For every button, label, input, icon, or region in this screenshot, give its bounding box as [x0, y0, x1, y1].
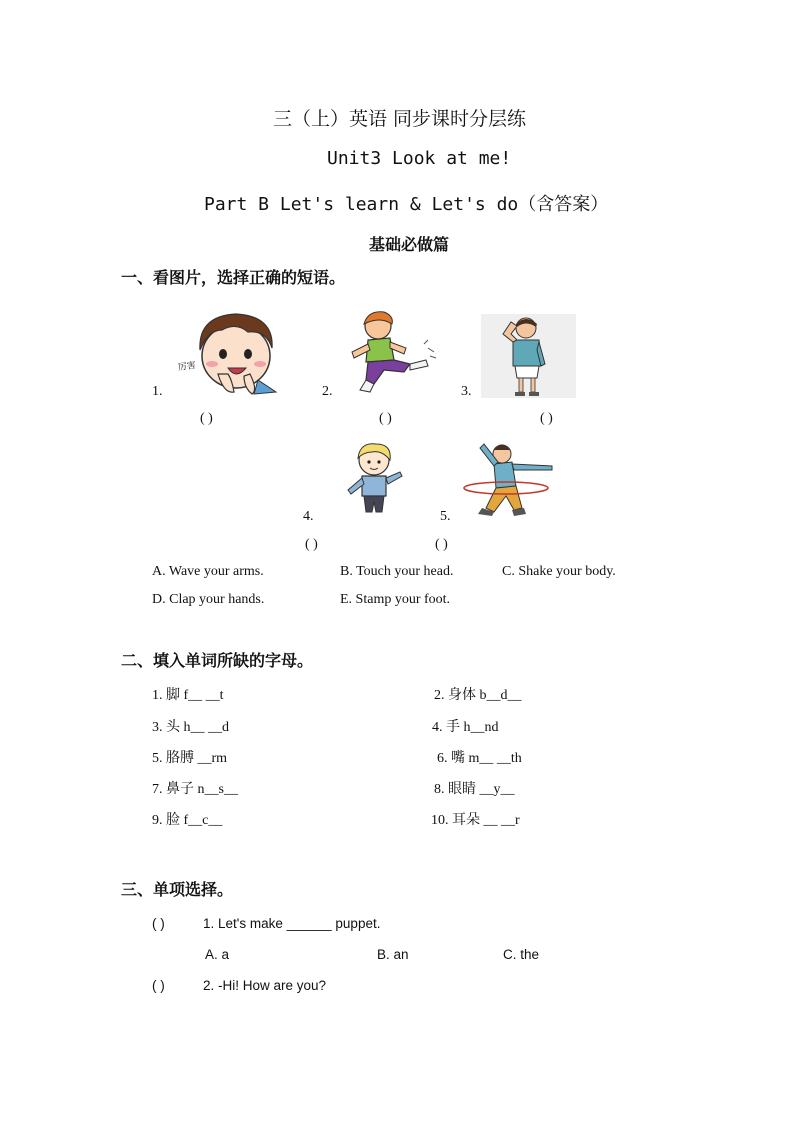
part-title: Part B Let's learn & Let's do（含答案）: [204, 194, 609, 215]
fill-item: 7. 鼻子 n__s__: [152, 782, 238, 797]
option-d: D. Clap your hands.: [152, 592, 265, 607]
question-2: 2. -Hi! How are you?: [203, 978, 327, 993]
item-number: 3.: [461, 384, 472, 399]
option-b: B. Touch your head.: [340, 564, 454, 579]
section2-heading: 二、填入单词所缺的字母。: [121, 651, 314, 670]
fill-item: 4. 手 h__nd: [432, 720, 499, 735]
option-c: C. Shake your body.: [502, 564, 616, 579]
q1-option-a: A. a: [205, 947, 230, 962]
fill-item: 3. 头 h__ __d: [152, 720, 229, 735]
stamp-foot-picture: [344, 308, 440, 396]
page-title: 三（上）英语 同步课时分层练: [273, 108, 527, 130]
answer-blank[interactable]: ( ): [379, 411, 392, 426]
level-title: 基础必做篇: [369, 235, 450, 254]
item-number: 2.: [322, 384, 333, 399]
fill-item: 5. 胳膊 __rm: [152, 751, 228, 766]
wave-arms-picture: [342, 440, 408, 518]
option-e: E. Stamp your foot.: [340, 592, 451, 607]
fill-item: 9. 脸 f__c__: [152, 813, 223, 828]
picture-caption: 厉害: [177, 360, 197, 374]
fill-item: 8. 眼睛 __y__: [434, 782, 515, 797]
section3-heading: 三、单项选择。: [121, 880, 234, 899]
unit-title: Unit3 Look at me!: [327, 148, 512, 169]
fill-item: 1. 脚 f__ __t: [152, 688, 224, 703]
touch-head-picture: [481, 314, 576, 398]
fill-item: 6. 嘴 m__ __th: [437, 751, 522, 766]
answer-blank[interactable]: ( ): [152, 916, 165, 931]
section1-heading: 一、看图片，选择正确的短语。: [121, 268, 346, 287]
answer-blank[interactable]: ( ): [435, 537, 448, 552]
item-number: 5.: [440, 509, 451, 524]
item-number: 1.: [152, 384, 163, 399]
q1-option-c: C. the: [503, 947, 540, 962]
clap-hands-picture: [188, 308, 280, 396]
question-1: 1. Let's make ______ puppet.: [203, 916, 381, 931]
option-a: A. Wave your arms.: [152, 564, 264, 579]
answer-blank[interactable]: ( ): [152, 978, 165, 993]
q1-option-b: B. an: [377, 947, 409, 962]
fill-item: 10. 耳朵 __ __r: [431, 813, 520, 828]
fill-item: 2. 身体 b__d__: [434, 688, 522, 703]
item-number: 4.: [303, 509, 314, 524]
answer-blank[interactable]: ( ): [200, 411, 213, 426]
shake-body-picture: [458, 436, 558, 520]
answer-blank[interactable]: ( ): [305, 537, 318, 552]
answer-blank[interactable]: ( ): [540, 411, 553, 426]
